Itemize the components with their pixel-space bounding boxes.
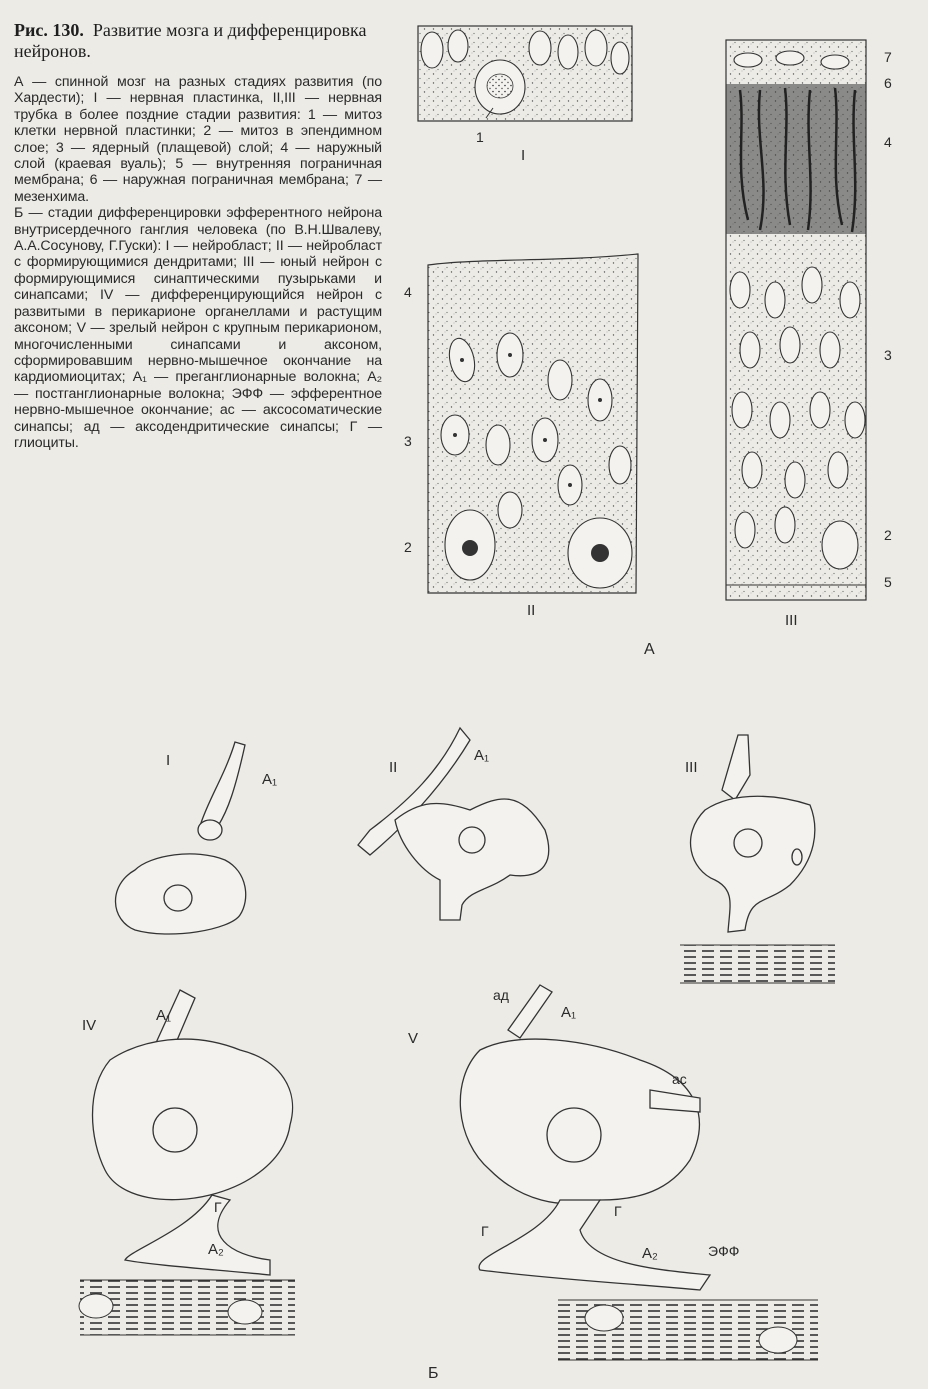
fig-b-stage-4-muscle — [79, 1280, 295, 1335]
fig-b-stage-2 — [358, 728, 549, 920]
fig-b-glia-2: Г — [614, 1203, 622, 1219]
fig-b-axodendritic: ад — [493, 987, 509, 1003]
marker-7: 7 — [884, 49, 892, 65]
fig-b-a1-3: A₁ — [156, 1007, 172, 1024]
fig-b-effector: ЭФФ — [708, 1243, 740, 1259]
fig-b-stage-5-label: V — [408, 1030, 419, 1047]
fig-b-axosomatic: ас — [672, 1071, 687, 1087]
fig-b-stage-5 — [460, 985, 710, 1290]
fig-b-a1-4: A₁ — [561, 1004, 577, 1021]
fig-b-stage-3 — [691, 735, 815, 932]
marker-2-a: 2 — [404, 539, 412, 555]
fig-b-stage-3-muscle — [680, 945, 835, 983]
marker-4-b: 4 — [884, 134, 892, 150]
fig-b-stage-1 — [115, 742, 245, 934]
marker-4-a: 4 — [404, 284, 412, 300]
fig-b-stage-4 — [93, 990, 293, 1275]
marker-5: 5 — [884, 574, 892, 590]
fig-b-stage-1-label: I — [166, 752, 171, 769]
marker-2-b: 2 — [884, 527, 892, 543]
fig-a-stage-2-label: II — [527, 602, 536, 619]
fig-b-a1-1: A₁ — [262, 771, 278, 788]
caption-part-a: А — спинной мозг на разных стадиях развития (по Хардести); I — нервная пластинка, II,III — нервная трубка в более поздние стадии развития: 1 — митоз клетки нервной пластинки; 2 — митоз в эпендимном слое; 3 — ядерный (плащевой) слой; 4 — наружный слой (краевая вуаль); 5 — внутренняя пограничная мембрана; 6 — наружная пограничная мембрана; 7 — мезенхима. — [14, 74, 382, 205]
fig-b-stage-5-muscle — [558, 1300, 818, 1360]
fig-a-stage-3-label: III — [785, 612, 798, 629]
fig-b-stage-4-label: IV — [82, 1017, 97, 1034]
fig-a-stage-1-label: I — [521, 147, 526, 164]
figure-title: Развитие мозга и дифференцировка нейронов. — [14, 20, 367, 61]
fig-b-a2-1: A₂ — [208, 1241, 224, 1258]
figure-number: Рис. 130. — [14, 20, 84, 40]
marker-3-b: 3 — [884, 347, 892, 363]
fig-b-glia-3: Г — [481, 1223, 489, 1239]
fig-b-glia-1: Г — [214, 1199, 222, 1215]
fig-a-stage-1 — [418, 26, 632, 121]
fig-a-stage-3 — [726, 40, 866, 600]
marker-1: 1 — [476, 129, 484, 145]
fig-b-stage-2-label: II — [389, 759, 398, 776]
fig-b-a2-2: A₂ — [642, 1245, 658, 1262]
fig-a-stage-2 — [428, 254, 638, 593]
panel-label-b: Б — [428, 1365, 439, 1382]
fig-b-stage-3-label: III — [685, 759, 698, 776]
fig-b-a1-2: A₁ — [474, 747, 490, 764]
caption-part-b: Б — стадии дифференцировки эфферентного нейрона внутрисердечного ганглия человека (по В.Н.Швалеву, А.А.Сосунову, Г.Гуски): I — нейробласт; II — нейробласт с формирующимися дендритами; III — юный нейрон с формирующимися синаптическими пузырьками и синапсами; IV — дифференцирующийся нейрон с развитыми в перикарионе органеллами и растущим аксоном; V — зрелый нейрон с крупным перикарионом, многочисленными синапсами и аксоном, сформировавшим нервно-мышечное окончание на кардиомиоцитах; A₁ — преганглионарные волокна; A₂ — постганглионарные волокна; ЭФФ — эфферентное нервно-мышечное окончание; ас — аксосоматические синапсы; ад — аксодендритические синапсы; Г — глиоциты. — [14, 205, 382, 451]
marker-6: 6 — [884, 75, 892, 91]
panel-label-a: А — [644, 641, 655, 658]
marker-3-a: 3 — [404, 433, 412, 449]
